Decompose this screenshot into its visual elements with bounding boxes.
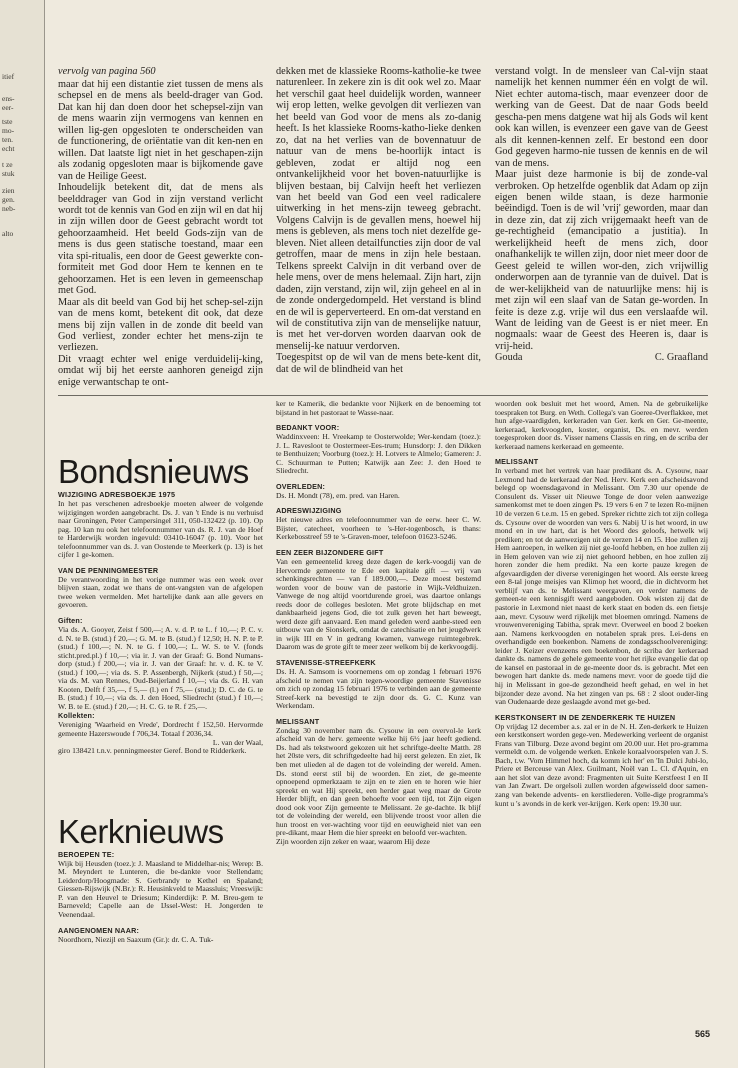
- section-text: Op vrijdag 12 december a.s. zal er in de N. H. Zen-derkerk te Huizen een kerstkonsert worden gege-ven. Medewerking verleent de organist Frans van Tilburg. Deze avond begint om 20.00 uur. Het pro-gramma vermeldt o.m. de volgende werken. Enkele koraalvoorspelen van J. S. Bach, t.w. 'Vom Himmel hoch, da komm ich her' en 'In Dulci Jubi-lo, Priere et Berceuse van Alex. Guilmant, Noël van L. Cl. d'Aquin, en aan het slot van deze avond: Fragmenten uit Suite Kerstfeest I en II van Jan Zwart. De orgelsoli zullen worden afgewisseld door samen-zang van bekende advents- en kerstliederen. Volle-dige programma's kunt u 's avonds in de kerk ver-krijgen. Kerk open: 19.30 uur.: [495, 721, 708, 808]
- section-text: De verantwoording in het vorige nummer was een week over blijven staan, zodat we thans de ont-vangsten van de afgelopen twee weken vermelden. Met hartelijke dank aan alle gevers en gevoeren.: [58, 574, 263, 610]
- section-heading: MELISSANT: [495, 457, 539, 467]
- article-paragraph: Dit vraagt echter wel enige verduidelij-king, omdat wij bij het eerste aanhoren geneigd zijn enige verwantschap te ont-: [58, 353, 263, 388]
- news-column-right: [495, 400, 708, 1055]
- article-column-2: [276, 66, 481, 392]
- section-heading: OVERLEDEN:: [276, 481, 326, 491]
- section-heading: BEROEPEN TE:: [58, 849, 115, 859]
- section-text: ker te Kamerik, die bedankte voor Nijkerk en de benoeming tot bijstand in het pastoraat te Wasse-naar.: [276, 400, 481, 417]
- article-paragraph: Toegespitst op de wil van de mens bete-kent dit, dat de wil de blindheid van het: [276, 352, 481, 375]
- section-text: woorden ook besluit met het woord, Amen. Na de gebruikelijke toespraken tot Burg. en Weth. Collega's van Goeree-Overflakkee, met hun afge-vaardigden, kerkeraden van Ger. kerk en Ger. Ge-meente, kerkeraad, kerkvoogden, koster, organist, Ds. en mevr. werden toegesproken door ds. Visser namens Classis en ring, en de scriba der kerkeraad namens kerkeraad en gemeente.: [495, 400, 708, 451]
- gutter-fragment: gen.: [2, 195, 15, 204]
- gutter-fragment: mo-: [2, 126, 15, 135]
- gutter-fragment: zien: [2, 186, 15, 195]
- section-heading: MELISSANT: [276, 716, 320, 726]
- article-paragraph: Inhoudelijk betekent dit, dat de mens als beelddrager van God in zijn verstand verlicht wordt tot de kennis van God en zijn wil en dat hij in zijn willen door de Geest gebracht wordt tot gehoorzaamheid. Het beeld Gods-zijn van de mens is dus geen statische toestand, maar een vita spi-ritualis, een door de Geest gewerkte con-formiteit met God door Hem te kennen en te gehoorzamen. Het is een leven in gemeenschap met God.: [58, 182, 263, 297]
- section-text: Noordhorn, Niezijl en Saaxum (Gr.): dr. C. A. Tuk-: [58, 934, 214, 944]
- gutter-fragment: neb-: [2, 204, 16, 213]
- treasurer-signature: L. van der Waal,: [212, 737, 263, 747]
- section-heading: Kollekten:: [58, 711, 95, 721]
- gutter-fragment: itief: [2, 72, 15, 81]
- news-column-middle: [276, 400, 481, 1055]
- article-paragraph: Maar juist deze harmonie is bij de zonde-val verbroken. Op hetzelfde ogenblik dat Adam op zijn eigen benen wilde staan, is deze harmonie beëindigd. Toen is de wil 'vrij' geworden, maar dan in deze zin, dat zij zich vrijgemaakt heeft van de ge-rechtigheid (emancipatio a justitia). In werkelijkheid heeft de mens zich, door onafhankelijk te willen zijn, door niet meer door de Geest geleid te willen wor-den, zich vrijwillig onderworpen aan de tyrannie van de duivel. Dat is de wer-kelijkheid van de natuurlijke mens: hij is met zijn wil een slaaf van de Satan ge-worden. In feite is deze z.g. vrije wil dus een verslaafde wil. Want de leiding van de Geest is er niet meer. En nogmaals: waar de Geest des Heeren is, daar is vrij-heid.: [495, 169, 708, 352]
- article-signature: [495, 352, 708, 363]
- gutter-fragment: eer-: [2, 103, 14, 112]
- magazine-page: [58, 66, 708, 1051]
- section-text: Wijk bij Heusden (toez.): J. Maasland te Middelhar-nis; Werep: B. M. Meyndert te Lunteren, die be-dankte voor Stellendam; Leiderdorp/Hoogmade: S. Gerbrandy te Kethel en Spaland; Giessen-Rijswijk (N.Br.): R. Heusinkveld te Maassluis; Vreeswijk: P. van den Heuvel te Driesum; Kinderdijk: P. M. Breu-gem te Barneveld; Capelle aan de IJssel-West: H. Jongerden te Veenendaal.: [58, 858, 263, 919]
- article-column-1: [58, 66, 263, 392]
- article-paragraph: verstand volgt. In de mensleer van Cal-vijn staat namelijk het kennen nummer één en volgt de wil. Niet echter automa-tisch, maar evenzeer door de werking van de Geest. Dat de naar Gods beeld gescha-pen mens datgene wat hij als Gods wil kent ook kan willen, is evenzeer een gave van de Geest als dit kennen-kennen zelf. Er bestond een door God gegeven harmo-nie tussen de kennis en de wil van de mens.: [495, 66, 708, 169]
- section-text: Via ds. A. Gooyer, Zeist f 500,—; A. v. d. P. te L. f 10,—; P. C. v. d. N. te B. (stud.) f 20,—; G. M. te B. (stud.) f 12,50; H. N. P. te P. (stud.) f 100,—; N. N. te G. f 100,—; L. W. S. te V. (fonds sticht.pred.pl.) f 10,—; via ir. J. van der Graaf: G. Bond Numans-dorp (stud.) f 200,—; via ir. J. van der Graaf: hr. v. d. K. te V. (stud.) f 100,—; via ds. S. P. Assenbergh, Nijkerk (stud.) f 50,—; via ds. M. van Rennes, Oud-Beijerland f 10,—; via ds. G. H. van Kooten, Delft f 35,—, f 5,— (l.) en f 75,— (stud.); D. C. de G. te B. (stud.) f 10,—; via ds. J. den Hoed, Sliedrecht (stud.) f 10,—; W. B. te E. (stud.) f 20,—; H. C. G. te R. f 25,—.: [58, 625, 263, 711]
- section-heading: VAN DE PENNINGMEESTER: [58, 565, 159, 575]
- gutter-fragment: alto: [2, 229, 14, 238]
- section-heading: BEDANKT VOOR:: [276, 423, 340, 433]
- gutter-fragment: tste: [2, 117, 13, 126]
- section-text: In verband met het vertrek van haar predikant ds. A. Cysouw, naar Lexmond had de kerkeraad der Ned. Herv. Kerk een afscheidsavond belegd op woensdagavond in Melissant. Om 7.30 uur opende de Consulent ds. Visser uit Nieuwe Tonge de door velen aanwezige samenkomst met te doen zingen Ps. 19 vers 6 en 7 te lezen Ro-mijnen 10 de verzen 6 t.e.m. 15 en gebed. Spreker richtte zich tot zijn collega ds. Cysouw over de woorden van vers 6. Nabij U is het woord, in uw mond en in uw hart, dat is het Woord des geloofs, hetwelk wij prediken; en tot de aanwezigen uit de verzen 14 en 15. Hoe zullen zij Hem aanroepen, in welken zij niet ge-loofd hebben, en hoe zullen zij in Hem geloven van wie zij niet gehoord hebben, en hoe zullen zij horen zonder die hem predikt. Na een korte pauze kregen de afgevaardigden der diverse verenigingen het woord. Als eerste kreeg een 8-tal jonge meisjes van Klimop het woord, die in dichtvorm het verblijf van ds. te Melissant weergaven, en verder namens de gemeen-te een kennisgift werd aangeboden. Ook wisten zij dat de pastorie in Lexmond niet naast de kerk staat en boden ds. een fietsje aan, mevr. Cysouw werd rijkelijk met bloemen omringd. Namens de vrouwenvereniging Tabitha, sprak mevr. Overweel en bood 2 boeken aan. Namens kerkvoogden en notabelen sprak pres. Lei-dens en overhandigde een boekenbon. Namens de zondagsschoolvereniging: leider J. Keizer evenzeens een boekenbon, de scriba der kerkeraad dankte ds. namens de gehele gemeente voor het rijke evangelie dat op de kansel en pastoraal in de ge-meente door ds. is gebracht. Met een bewogen hart dankte ds. mede namens mevr. voor de goede tijd die hij in Melissant in goe-de gezondheid heeft gehad, en wel in het bijzonder deze avond. Na het zingen van ps. 68 : 2 sloot ouder-ling van Oudenaarde deze geslaagde avond met ge-bed.: [495, 466, 708, 707]
- continued-from-note: vervolg van pagina 560: [58, 66, 156, 77]
- section-heading: KERSTKONSERT IN DE ZENDERKERK TE HUIZEN: [495, 712, 676, 722]
- article-paragraph: Maar als dit beeld van God bij het schep-sel-zijn van de mens komt, betekent dit ook, dat deze mens bij zijn vallen in de zonde dit beeld van God verliest, zonder echter het mens-zijn te verliezen.: [58, 296, 263, 354]
- gutter-previous-page: [0, 0, 45, 1068]
- kerknieuws-heading: Kerknieuws: [58, 812, 224, 850]
- section-heading: Giften:: [58, 616, 83, 626]
- section-text: Zondag 30 november nam ds. Cysouw in een overvol-le kerk afscheid van de herv. gemeente welke hij 6½ jaar heeft gediend. Ds. had als tekstwoord gekozen uit het schriftge-deelte Matth. 28 het 20ste vers, dit schriftgedeelte had hij eerst gelezen. En ziet, Ik ben met ulieden al de dagen tot de voleinding der wereld. Amen. Ds. stond eerst stil bij de woorden. En ziet, de ge-meente opnoepend opmerkzaam te zijn en te zien en te horen wie hier spreekt en wat Hij spreekt, een herder gaat weg maar de Grote Herder blijft, en dan geen behoefte voor een tijd, tot Zijn eigen dood ook voor Zijn gemeente te Melissant. 2e ge-dachte. Ik blijf tot de voleinding der wereld, een blijvende troost voor allen die hun troost en ver-wachting voor tijd en eeuwigheid niet van een pre-dikant, maar Hem die hier spreekt en beloofd ver-wachten.: [276, 725, 481, 838]
- article-paragraph: maar dat hij een distantie ziet tussen de mens als schepsel en de mens als beeld-drager van God. Dat kan hij dan doen door het schepsel-zijn van de mens waarin zijn vermogens van kennen en willen lig-gen opgesloten te onderscheiden van de functionering, de oriëntatie van dit ken-nen en willen. Dat laatste ligt niet in het geschapen-zijn als zodanig opgesloten maar is bijkomende gave van de Heilige Geest.: [58, 79, 263, 182]
- section-text: Zijn woorden zijn zeker en waar, waarom Hij deze: [276, 836, 430, 846]
- section-text: Ds. H. Mondt (78), em. pred. van Haren.: [276, 490, 400, 500]
- article-paragraph: dekken met de klassieke Rooms-katholie-ke twee naturenleer. In zekere zin is dit ook wel zo. Maar het verschil gaat heel duidelijk worden, wanneer wij erop letten, welke gevolgen dit verliezen van het beeld van God voor de mens als zo-danig heeft. Is het klassieke Rooms-katho-lieke denken zo, dat na het verlies van de bovennatuur de natuur van de mens be-hoorlijk intact is gebleven, zodat er altijd nog een ontvankelijkheid voor het boven-natuurlijke is blijven bestaan, bij Calvijn heeft het verliezen van het beeld van God een veel radicalere uitwerking in het mens-zijn teweeg gebracht. Volgens Calvijn is de gevallen mens, hoewel hij mens is gebleven, als mens toch niet dezelfde ge-bleven. Niet alleen detailfuncties zijn door de val getroffen, maar de mens in zijn hele bestaan. Telkens spreekt Calvijn in dit verband over de hele mens, over de mens helemaal. Zijn hart, zijn daden, zijn verstand, zijn wil, zijn geheel en al in de zonde ondergedompeld. Het verstand is blind en de wil is geperverteerd. En om-dat verstand en wil de constitutiva zijn van de menselijke natuur, is met het ver-dorven worden daarvan ook de menselij-ke natuur verdorven.: [276, 66, 481, 352]
- gutter-fragment: ens-: [2, 94, 15, 103]
- section-text: In het pas verschenen adresboekje moeten alweer de volgende wijzigingen worden aangebracht. Ds. J. van 't Ende is nu verhuisd naar Groningen, Peter Campersingel 311, 050-132422 (p. 10). Op pag. 10 kan nu ook het telefoonnummer van ds. R. J. van de Hoef te Harderwijk worden ingevuld: 03410-16047 (p. 10). Voor het telefoonnummer van ds. J. van Oostende te Meerkerk (p. 13) is het cijfer 1 ge-komen.: [58, 499, 263, 560]
- gutter-fragment: ten.: [2, 135, 14, 144]
- section-heading: STAVENISSE-STREEFKERK: [276, 658, 376, 668]
- section-text: Ds. H. A. Samsom is voornemens om op zondag 1 februari 1976 afscheid te nemen van zijn tegen-woordige gemeente Stavenisse om zich op zondag 15 februari 1976 te verbinden aan de gemeente Streef-kerk na bevestigd te zijn door ds. G. C. Kunz van Werkendam.: [276, 667, 481, 711]
- section-heading: ADRESWIJZIGING: [276, 506, 342, 516]
- signature-author: C. Graafland: [654, 352, 708, 364]
- article-column-3: [495, 66, 708, 392]
- news-column-left: [58, 400, 263, 1055]
- section-text: Het nieuwe adres en telefoonnummer van de eerw. heer C. W. Bijster, catecheet, voorheen te 's-Her-togenbosch, is thans: Kerkebosstreef 59 te 's-Graven-moer, telefoon 01623-5246.: [276, 515, 481, 542]
- gutter-fragment: t ze: [2, 160, 13, 169]
- section-text: Waddinxveen: H. Vreekamp te Oosterwolde; Wer-kendam (toez.): J. L. Ravesloot te Oostermeer-Ees-trum; Hunsdorp: J. den Dikken te Benthuizen; Voorburg (toez.): H. Lotvers te Almelo; Gameren: J. C. Schuurman te Putten; Katwijk aan Zee: J. den Hoed te Sliedrecht.: [276, 432, 481, 476]
- bondsnieuws-heading: Bondsnieuws: [58, 453, 249, 490]
- section-divider: [58, 395, 708, 396]
- gutter-fragment: stuk: [2, 169, 15, 178]
- section-heading: EEN ZEER BIJZONDERE GIFT: [276, 548, 384, 558]
- page-number: 565: [694, 1029, 710, 1039]
- gutter-fragment: echt: [2, 144, 15, 153]
- giro-line: giro 138421 t.n.v. penningmeester Geref. Bond te Ridderkerk.: [58, 746, 247, 756]
- section-heading: AANGENOMEN NAAR:: [58, 925, 140, 935]
- signature-place: Gouda: [495, 352, 523, 364]
- section-heading: WIJZIGING ADRESBOEKJE 1975: [58, 490, 176, 499]
- section-text: Van een gemeentelid kreeg deze dagen de kerk-voogdij van de Hervormde gemeente te Ede een kapitale gift — vrij van schenkingsrechten — van f 189.000,—. Deze moest bestemd worden voor de bouw van de pastorie in Wijk-Veldhuizen. Vanwege de nog altijd voortdurende groei, was daartoe onlangs reeds door de colleges besloten. Met grote blijdschap en met dankbaarheid jegens God, die tot zulk geven het hart beweegt, werd deze gift aanvaard. Een mand geleden werd aanbe-steed een uitbouw van de Sionskerk, omdat de catechisatie en het jeugdwerk in wijk III en V in gedrang kwamen, vanwege ruimtegebrek. Daarom was de grote gift te meer zeer welkom bij de kerkvoogdij.: [276, 557, 481, 652]
- section-text: Vereniging 'Waarheid en Vrede', Dordrecht f 152,50. Hervormde gemeente Hazerswoude f 706,34. Totaal f 2036,34.: [58, 720, 263, 739]
